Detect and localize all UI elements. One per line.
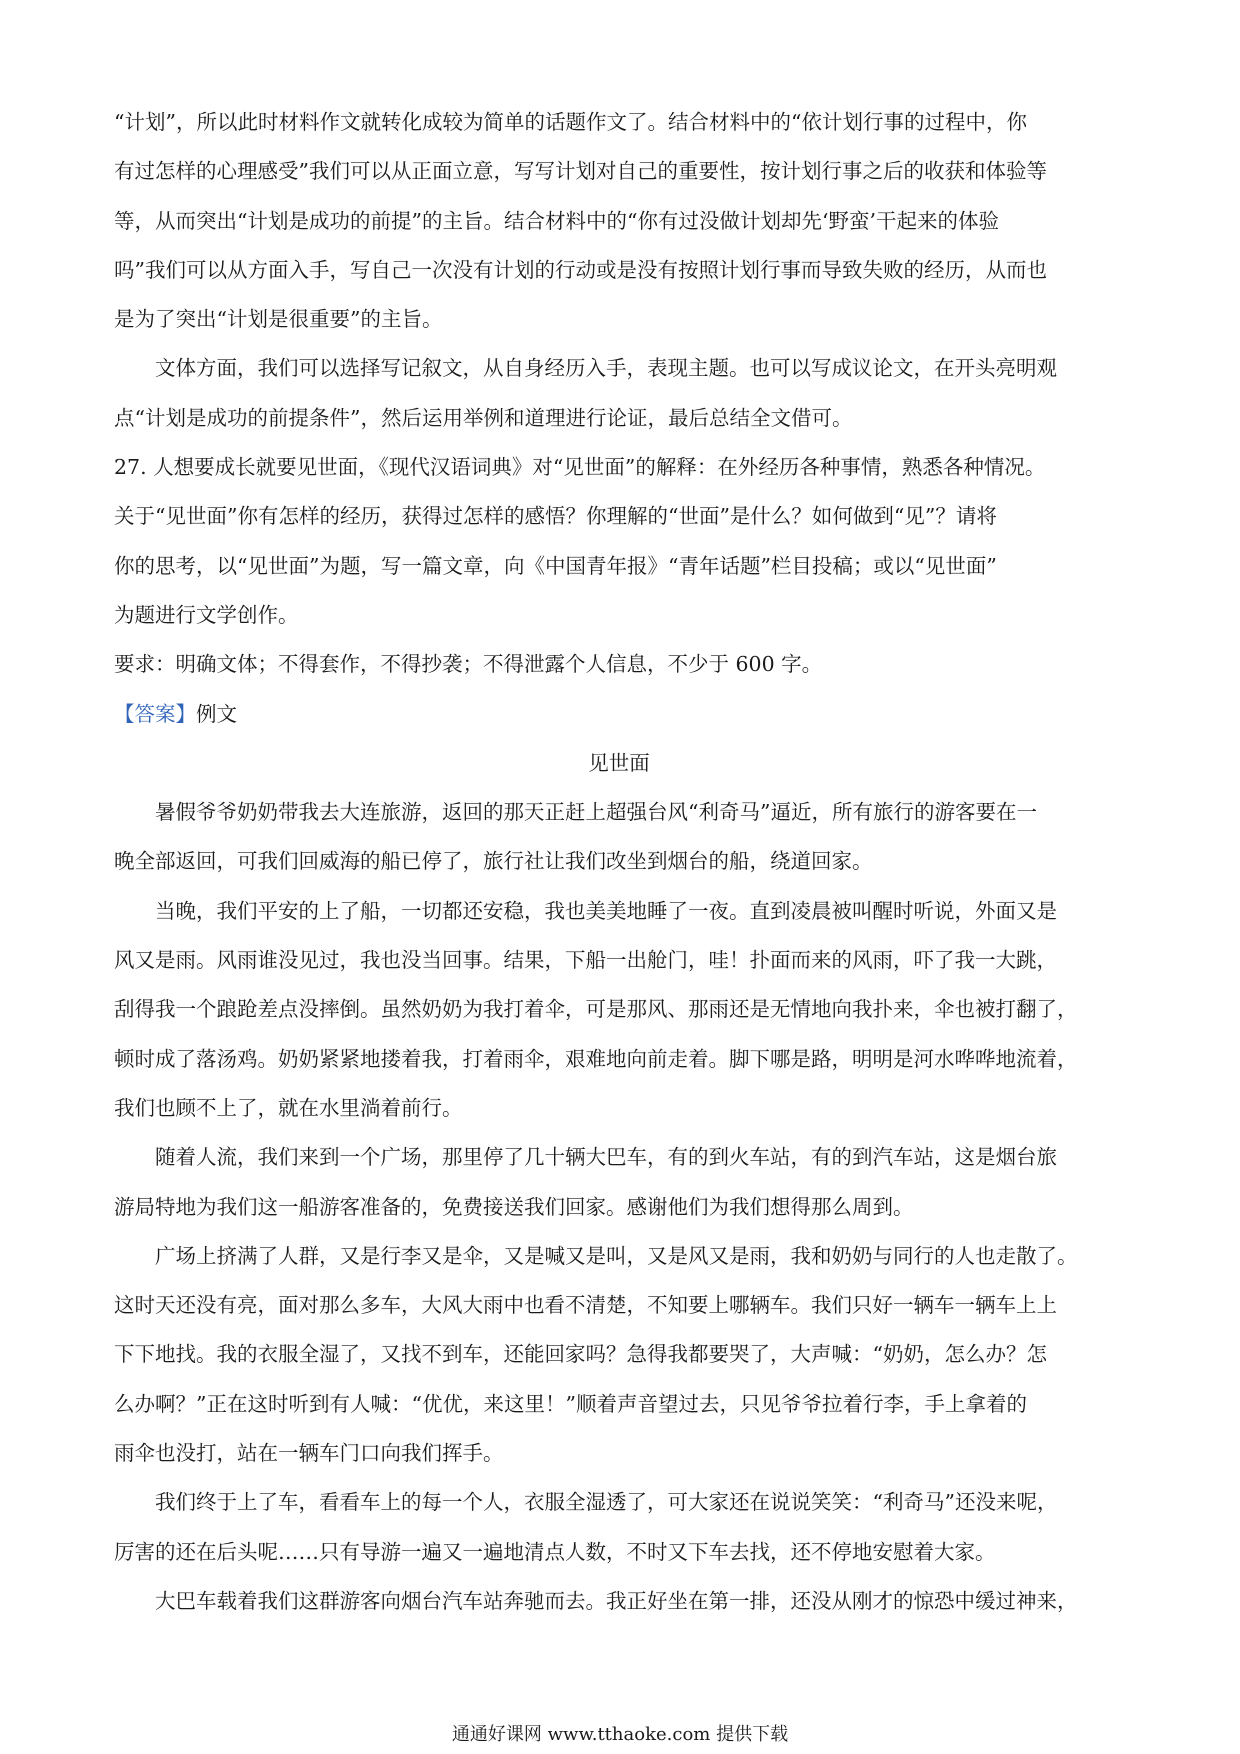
essay-line: 顿时成了落汤鸡。奶奶紧紧地搂着我，打着雨伞，艰难地向前走着。脚下哪是路，明明是河水哗哗地流着，	[114, 1046, 1078, 1071]
intro-text-block	[114, 98, 1124, 690]
text-line: 点“计划是成功的前提条件”，然后运用举例和道理进行论证，最后总结全文借可。	[114, 405, 853, 430]
essay-line: 晚全部返回，可我们回威海的船已停了，旅行社让我们改坐到烟台的船，绕道回家。	[114, 849, 873, 874]
text-line: 是为了突出“计划是很重要”的主旨。	[114, 307, 443, 332]
text-line: 吗”我们可以从方面入手，写自己一次没有计划的行动或是没有按照计划行事而导致失败的经历，从而也	[114, 257, 1047, 282]
text-line: 有过怎样的心理感受”我们可以从正面立意，写写计划对自己的重要性，按计划行事之后的收获和体验等	[114, 159, 1047, 184]
page-footer: 通通好课网 www.tthaoke.com 提供下载	[451, 1724, 789, 1745]
essay-line: 厉害的还在后头呢……只有导游一遍又一遍地清点人数，不时又下车去找，还不停地安慰着大家。	[114, 1539, 996, 1564]
text-line: 等，从而突出“计划是成功的前提”的主旨。结合材料中的“你有过没做计划却先‘野蛮’干起来的体验	[114, 208, 999, 233]
essay-line: 风又是雨。风雨谁没见过，我也没当回事。结果，下船一出舱门，哇！扑面而来的风雨，吓了我一大跳，	[114, 948, 1057, 973]
document-page	[114, 98, 1124, 1626]
text-line: 你的思考，以“见世面”为题，写一篇文章，向《中国青年报》“青年话题”栏目投稿；或以“见世面”	[114, 553, 997, 578]
essay-line: 暑假爷爷奶奶带我去大连旅游，返回的那天正赶上超强台风“利奇马”逼近，所有旅行的游客要在一	[155, 800, 1037, 825]
essay-line: 当晚，我们平安的上了船，一切都还安稳，我也美美地睡了一夜。直到凌晨被叫醒时听说，外面又是	[155, 898, 1057, 923]
essay-line: 这时天还没有亮，面对那么多车，大风大雨中也看不清楚，不知要上哪辆车。我们只好一辆车一辆车上上	[114, 1293, 1057, 1318]
text-line: 关于“见世面”你有怎样的经历，获得过怎样的感悟？你理解的“世面”是什么？如何做到“见”？请将	[114, 504, 997, 529]
essay-line: 我们终于上了车，看看车上的每一个人，衣服全湿透了，可大家还在说说笑笑：“利奇马”还没来呢，	[155, 1490, 1058, 1515]
essay-body	[114, 788, 1124, 1626]
essay-line: 广场上挤满了人群，又是行李又是伞，又是喊又是叫，又是风又是雨，我和奶奶与同行的人也走散了。	[155, 1243, 1078, 1268]
essay-line: 我们也顾不上了，就在水里淌着前行。	[114, 1095, 463, 1120]
text-line: 为题进行文学创作。	[114, 602, 299, 627]
answer-tag: 【答案】	[114, 701, 196, 726]
essay-line: 刮得我一个踉跄差点没摔倒。虽然奶奶为我打着伞，可是那风、那雨还是无情地向我扑来，伞也被打翻了，	[114, 997, 1078, 1022]
essay-line: 随着人流，我们来到一个广场，那里停了几十辆大巴车，有的到火车站，有的到汽车站，这是烟台旅	[155, 1145, 1057, 1170]
text-line: “计划”，所以此时材料作文就转化成较为简单的话题作文了。结合材料中的“依计划行事的过程中，你	[114, 110, 1027, 134]
text-line: 要求：明确文体；不得套作，不得抄袭；不得泄露个人信息，不少于 600 字。	[114, 652, 823, 677]
answer-line	[114, 690, 1124, 739]
answer-text: 例文	[196, 701, 237, 726]
essay-line: 游局特地为我们这一船游客准备的，免费接送我们回家。感谢他们为我们想得那么周到。	[114, 1194, 914, 1219]
essay-line: 下下地找。我的衣服全湿了，又找不到车，还能回家吗？急得我都要哭了，大声喊：“奶奶，怎么办？怎	[114, 1342, 1047, 1367]
essay-line: 么办啊？”正在这时听到有人喊：“优优，来这里！”顺着声音望过去，只见爷爷拉着行李，手上拿着的	[114, 1391, 1027, 1416]
essay-line: 雨伞也没打，站在一辆车门口向我们挥手。	[114, 1441, 504, 1466]
text-line: 文体方面，我们可以选择写记叙文，从自身经历入手，表现主题。也可以写成议论文，在开头亮明观	[155, 356, 1057, 381]
text-line: 27. 人想要成长就要见世面，《现代汉语词典》对“见世面”的解释：在外经历各种事情，熟悉各种情况。	[114, 455, 1046, 480]
essay-title: 见世面	[588, 750, 650, 775]
essay-line: 大巴车载着我们这群游客向烟台汽车站奔驰而去。我正好坐在第一排，还没从刚才的惊恐中缓过神来，	[155, 1588, 1078, 1613]
